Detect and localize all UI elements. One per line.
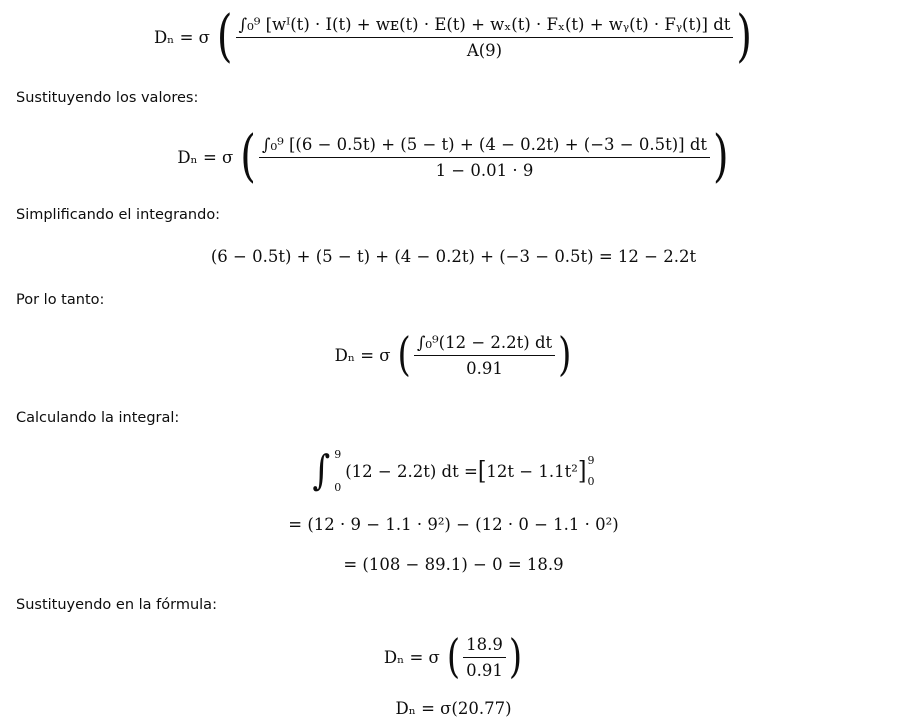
text-calculando-integral: Calculando la integral:	[16, 410, 180, 426]
integral-upper-limit: 9	[334, 448, 342, 461]
fraction-numerator: ∫₀⁹ [wᴵ(t) · I(t) + wᴇ(t) · E(t) + wₓ(t) · Fₓ(t) + wᵧ(t) · Fᵧ(t)] dt	[236, 15, 734, 38]
equation-final-result	[0, 694, 907, 722]
evaluation-limits	[587, 454, 594, 488]
evaluation-upper-limit: 9	[587, 454, 595, 467]
equation-inline: = (12 · 9 − 1.1 · 9²) − (12 · 0 − 1.1 · 0²)	[288, 514, 619, 534]
equation-substituted	[0, 122, 907, 192]
integral-limits	[334, 448, 341, 494]
fraction-denominator: 1 − 0.01 · 9	[435, 160, 534, 180]
text-por-lo-tanto: Por lo tanto:	[16, 292, 105, 308]
fraction	[236, 15, 734, 60]
fraction-denominator: 0.91	[466, 358, 503, 378]
equation-lhs: Dₙ = σ	[153, 27, 210, 47]
left-paren: (	[216, 4, 233, 70]
right-paren: )	[558, 328, 572, 382]
equation-lhs: Dₙ = σ	[383, 647, 440, 667]
fraction-denominator: 0.91	[466, 660, 503, 680]
antiderivative: 12t − 1.1t²	[486, 461, 578, 481]
equation-inline: Dₙ = σ(20.77)	[395, 698, 512, 718]
integral-lower-limit: 0	[334, 481, 342, 494]
equation-general-formula	[0, 2, 907, 72]
right-square-bracket: ]	[577, 456, 587, 486]
equation-evaluation	[0, 510, 907, 538]
fraction	[463, 635, 506, 680]
text-sustituyendo-valores: Sustituyendo los valores:	[16, 90, 199, 106]
right-paren: )	[736, 4, 753, 70]
fraction-denominator: A(9)	[466, 40, 503, 60]
left-square-bracket: [	[477, 456, 487, 486]
fraction	[259, 135, 710, 180]
equation-simplified-integrand	[0, 242, 907, 270]
equation-inline: (6 − 0.5t) + (5 − t) + (4 − 0.2t) + (−3 − 0.5t) = 12 − 2.2t	[210, 246, 697, 266]
equation-reduced	[0, 322, 907, 388]
equation-definite-integral	[0, 442, 907, 500]
text-simplificando: Simplificando el integrando:	[16, 207, 221, 223]
fraction-numerator: 18.9	[463, 635, 506, 658]
fraction	[414, 333, 555, 378]
left-paren: (	[397, 328, 411, 382]
equation-lhs: Dₙ = σ	[177, 147, 234, 167]
text-sustituyendo-formula: Sustituyendo en la fórmula:	[16, 597, 217, 613]
equation-lhs: Dₙ = σ	[334, 345, 391, 365]
right-paren: )	[508, 630, 523, 684]
equation-result	[0, 550, 907, 578]
equation-final-fraction	[0, 625, 907, 689]
right-paren: )	[713, 124, 729, 190]
fraction-numerator: ∫₀⁹ [(6 − 0.5t) + (5 − t) + (4 − 0.2t) + (−3 − 0.5t)] dt	[259, 135, 710, 158]
left-paren: (	[240, 124, 256, 190]
integral-sign: ∫	[312, 447, 331, 495]
equation-inline: = (108 − 89.1) − 0 = 18.9	[343, 554, 564, 574]
left-paren: (	[446, 630, 461, 684]
fraction-numerator: ∫₀⁹(12 − 2.2t) dt	[414, 333, 555, 356]
evaluation-lower-limit: 0	[587, 475, 595, 488]
integrand: (12 − 2.2t) dt =	[345, 461, 478, 481]
